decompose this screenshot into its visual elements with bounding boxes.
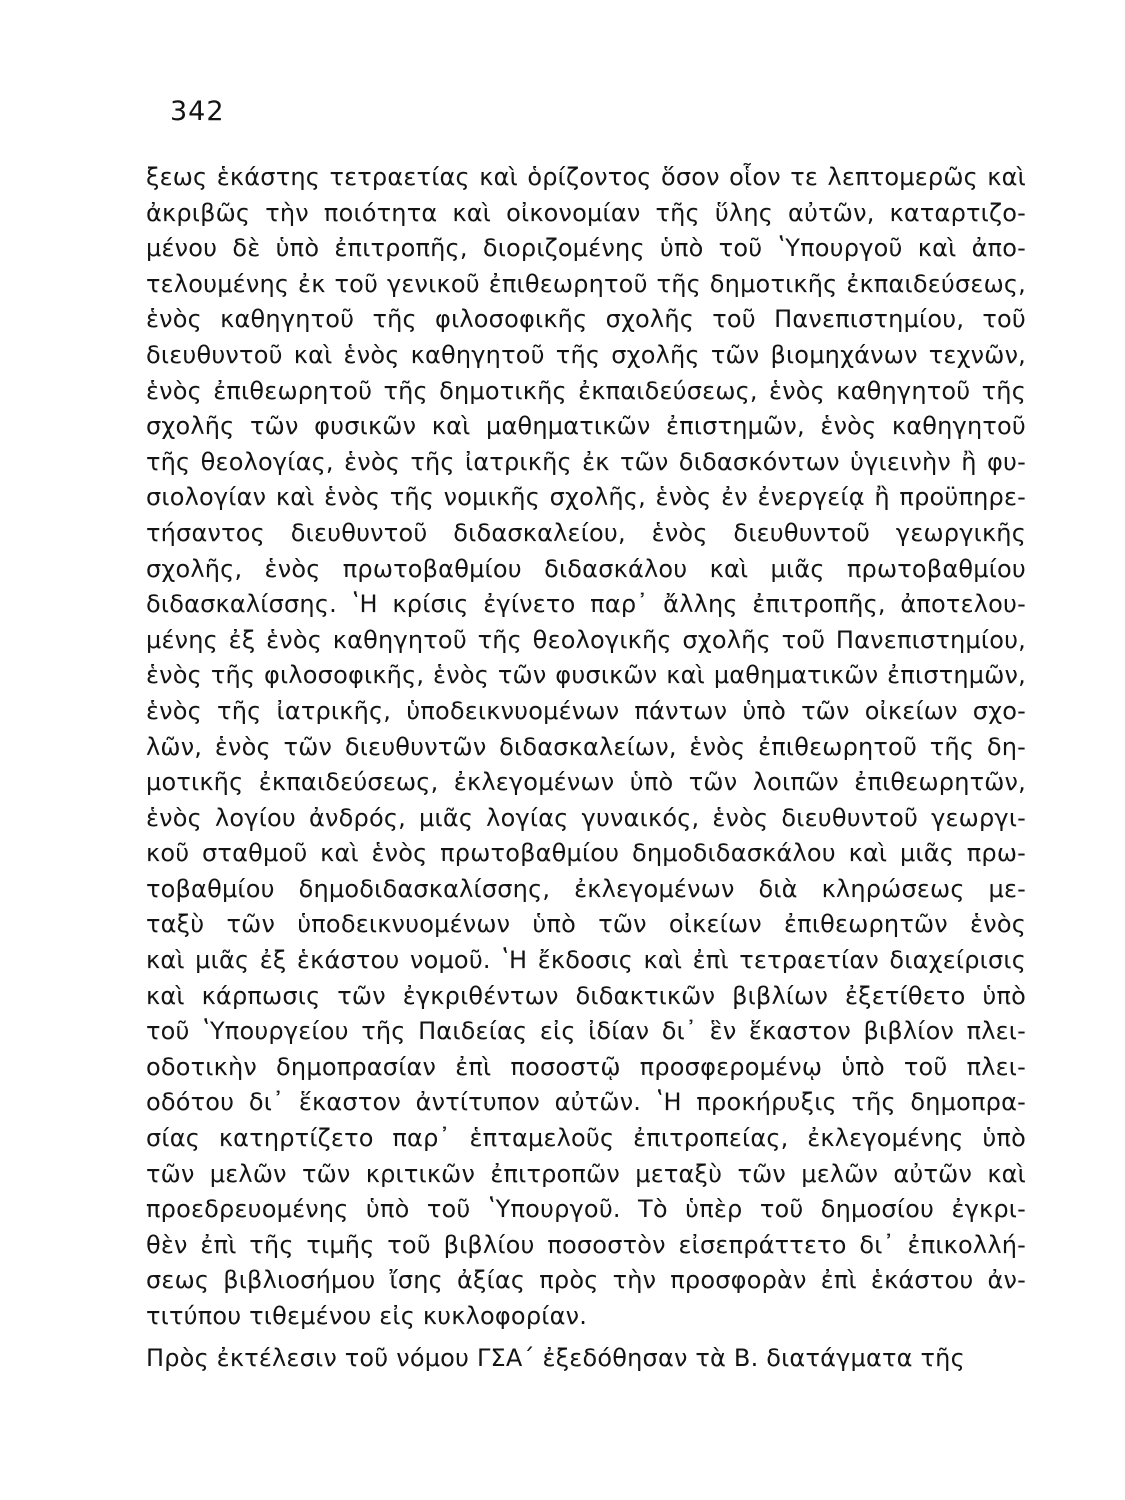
text-line: τελουμένης ἐκ τοῦ γενικοῦ ἐπιθεωρητοῦ τῆς δημοτικῆς ἐκπαιδεύσεως, — [146, 269, 1026, 298]
text-line: ἀκριβῶς τὴν ποιότητα καὶ οἰκονομίαν τῆς ὕλης αὐτῶν, καταρτιζο- — [146, 198, 1026, 227]
text-line: τῆς θεολογίας, ἑνὸς τῆς ἰατρικῆς ἐκ τῶν διδασκόντων ὑγιεινὴν ἢ φυ- — [146, 447, 1026, 476]
text-line: σχολῆς τῶν φυσικῶν καὶ μαθηματικῶν ἐπιστημῶν, ἑνὸς καθηγητοῦ — [146, 412, 1026, 441]
text-line: μοτικῆς ἐκπαιδεύσεως, ἐκλεγομένων ὑπὸ τῶν λοιπῶν ἐπιθεωρητῶν, — [146, 768, 1026, 797]
text-line: μένου δὲ ὑπὸ ἐπιτροπῆς, διοριζομένης ὑπὸ τοῦ ʽΥπουργοῦ καὶ ἀπο- — [146, 234, 1026, 263]
text-line: τοῦ ʽΥπουργείου τῆς Παιδείας εἰς ἰδίαν δι᾽ ἓν ἕκαστον βιβλίον πλει- — [146, 1017, 1026, 1046]
text-line: τιτύπου τιθεμένου εἰς κυκλοφορίαν. — [146, 1302, 588, 1330]
text-line: σεως βιβλιοσήμου ἴσης ἀξίας πρὸς τὴν προσφορὰν ἐπὶ ἑκάστου ἀν- — [146, 1266, 1026, 1295]
text-line: ἑνὸς ἐπιθεωρητοῦ τῆς δημοτικῆς ἐκπαιδεύσεως, ἑνὸς καθηγητοῦ τῆς — [146, 376, 1026, 405]
body-text — [146, 160, 1026, 1376]
text-line: ξεως ἑκάστης τετραετίας καὶ ὁρίζοντος ὅσον οἷον τε λεπτομερῶς καὶ — [146, 163, 1026, 191]
text-line: θὲν ἐπὶ τῆς τιμῆς τοῦ βιβλίου ποσοστὸν εἰσεπράττετο δι᾽ ἐπικολλή- — [146, 1230, 1026, 1259]
text-line: σιολογίαν καὶ ἑνὸς τῆς νομικῆς σχολῆς, ἑνὸς ἐν ἐνεργείᾳ ἢ προϋπηρε- — [146, 483, 1026, 512]
text-line: τῶν μελῶν τῶν κριτικῶν ἐπιτροπῶν μεταξὺ τῶν μελῶν αὐτῶν καὶ — [146, 1159, 1026, 1188]
text-line: τήσαντος διευθυντοῦ διδασκαλείου, ἑνὸς διευθυντοῦ γεωργικῆς — [146, 518, 1026, 547]
text-line: τοβαθμίου δημοδιδασκαλίσσης, ἐκλεγομένων διὰ κληρώσεως με- — [146, 874, 1026, 903]
text-line: οδότου δι᾽ ἕκαστον ἀντίτυπον αὐτῶν. ʽΗ προκήρυξις τῆς δημοπρα- — [146, 1088, 1026, 1117]
text-line: οδοτικὴν δημοπρασίαν ἐπὶ ποσοστῷ προσφερομένῳ ὑπὸ τοῦ πλει- — [146, 1052, 1026, 1081]
text-line: καὶ κάρπωσις τῶν ἐγκριθέντων διδακτικῶν βιβλίων ἐξετίθετο ὑπὸ — [146, 981, 1026, 1010]
text-line: ταξὺ τῶν ὑποδεικνυομένων ὑπὸ τῶν οἰκείων ἐπιθεωρητῶν ἑνὸς — [146, 910, 1026, 939]
text-line: ἑνὸς τῆς φιλοσοφικῆς, ἑνὸς τῶν φυσικῶν καὶ μαθηματικῶν ἐπιστημῶν, — [146, 661, 1026, 690]
text-line: σχολῆς, ἑνὸς πρωτοβαθμίου διδασκάλου καὶ μιᾶς πρωτοβαθμίου — [146, 554, 1026, 583]
text-line: μένης ἐξ ἑνὸς καθηγητοῦ τῆς θεολογικῆς σχολῆς τοῦ Πανεπιστημίου, — [146, 625, 1026, 654]
text-line: λῶν, ἑνὸς τῶν διευθυντῶν διδασκαλείων, ἑνὸς ἐπιθεωρητοῦ τῆς δη- — [146, 732, 1026, 761]
text-line: ἑνὸς τῆς ἰατρικῆς, ὑποδεικνυομένων πάντων ὑπὸ τῶν οἰκείων σχο- — [146, 696, 1026, 725]
text-line: ἑνὸς καθηγητοῦ τῆς φιλοσοφικῆς σχολῆς τοῦ Πανεπιστημίου, τοῦ — [146, 305, 1026, 334]
page-number: 342 — [170, 96, 225, 127]
text-line: προεδρευομένης ὑπὸ τοῦ ʽΥπουργοῦ. Τὸ ὑπὲρ τοῦ δημοσίου ἐγκρι- — [146, 1195, 1026, 1224]
text-line: κοῦ σταθμοῦ καὶ ἑνὸς πρωτοβαθμίου δημοδιδασκάλου καὶ μιᾶς πρω- — [146, 839, 1026, 868]
text-line: Πρὸς ἐκτέλεσιν τοῦ νόμου ΓΣΑ΄ ἐξεδόθησαν τὰ Β. διατάγματα τῆς — [146, 1343, 965, 1372]
text-line: διευθυντοῦ καὶ ἑνὸς καθηγητοῦ τῆς σχολῆς τῶν βιομηχάνων τεχνῶν, — [146, 340, 1026, 369]
text-line: καὶ μιᾶς ἐξ ἑκάστου νομοῦ. ʽΗ ἔκδοσις καὶ ἐπὶ τετραετίαν διαχείρισις — [146, 946, 1026, 975]
text-line: ἑνὸς λογίου ἀνδρός, μιᾶς λογίας γυναικός, ἑνὸς διευθυντοῦ γεωργι- — [146, 803, 1026, 832]
text-line: διδασκαλίσσης. ʽΗ κρίσις ἐγίνετο παρ᾽ ἄλλης ἐπιτροπῆς, ἀποτελου- — [146, 590, 1026, 619]
text-line: σίας κατηρτίζετο παρ᾽ ἑπταμελοῦς ἐπιτροπείας, ἐκλεγομένης ὑπὸ — [146, 1124, 1026, 1153]
